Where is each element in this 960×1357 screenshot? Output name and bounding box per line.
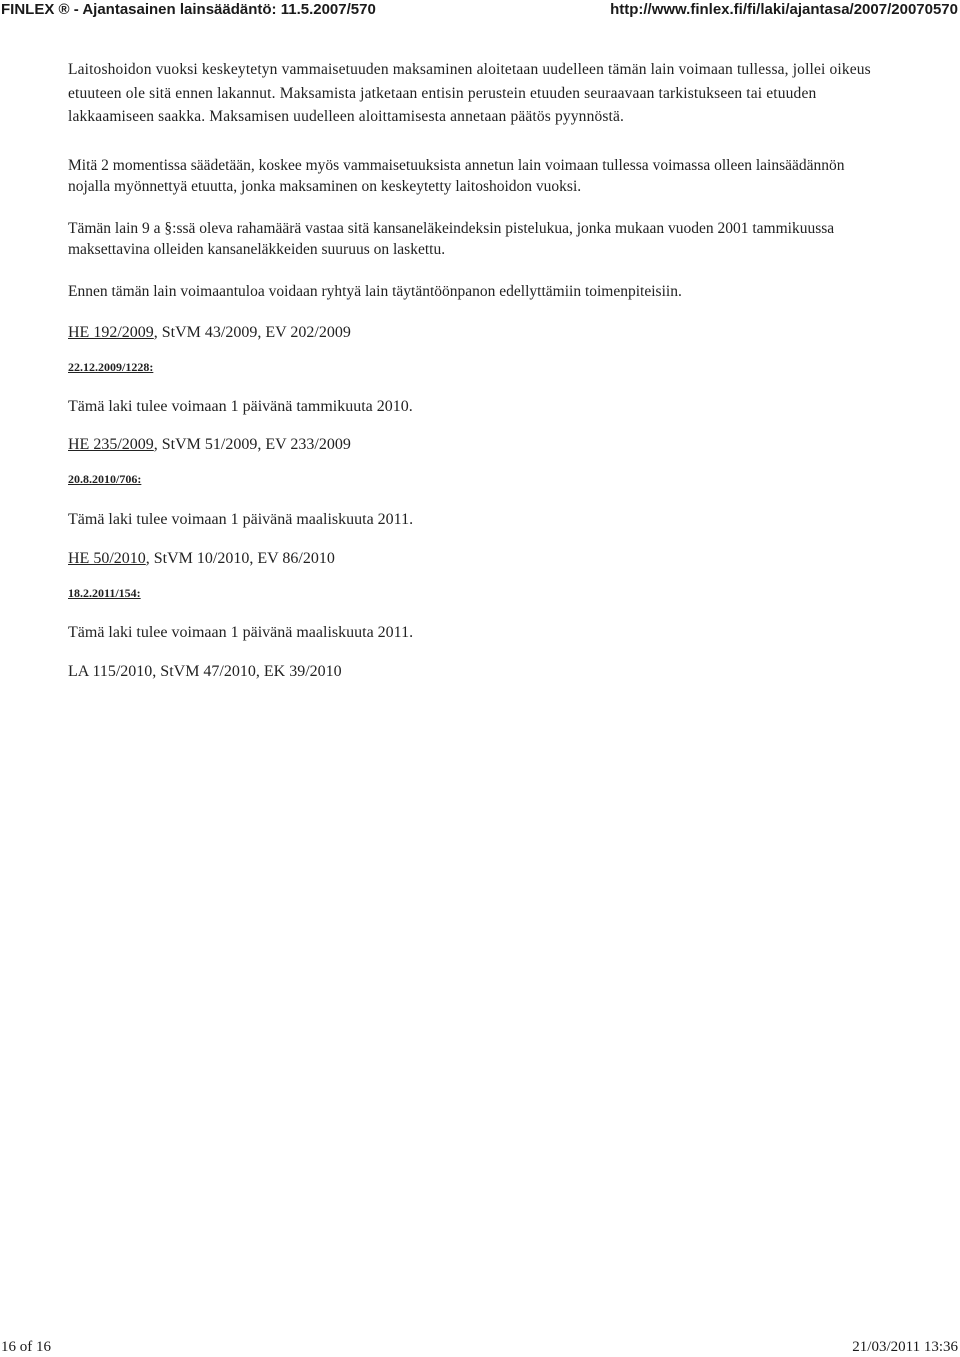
document-url: http://www.finlex.fi/fi/laki/ajantasa/2007/20070570 bbox=[610, 1, 958, 18]
reference-rest: , StVM 10/2010, EV 86/2010 bbox=[145, 550, 335, 567]
amendment-date-text: 22.12.2009/1228: bbox=[68, 360, 154, 374]
page-header bbox=[0, 0, 960, 22]
amendment-date-text: 18.2.2011/154: bbox=[68, 586, 141, 600]
amendment-date-text: 20.8.2010/706: bbox=[68, 472, 142, 486]
reference-line bbox=[68, 323, 888, 343]
reference-link[interactable]: HE 235/2009 bbox=[68, 436, 154, 453]
paragraph-implementation: Ennen tämän lain voimaantuloa voidaan ryhtyä lain täytäntöönpanon edellyttämiin toimenpiteisiin. bbox=[68, 282, 682, 300]
amendment-date bbox=[68, 360, 888, 374]
amendment-text: Tämä laki tulee voimaan 1 päivänä maaliskuuta 2011. bbox=[68, 624, 414, 641]
amendment-text: Tämä laki tulee voimaan 1 päivänä tammikuuta 2010. bbox=[68, 398, 413, 415]
reference-link[interactable]: HE 50/2010 bbox=[68, 550, 146, 567]
document-title: FINLEX ® - Ajantasainen lainsäädäntö: 11.5.2007/570 bbox=[1, 1, 376, 18]
paragraph-amount: Tämän lain 9 a §:ssä oleva rahamäärä vastaa sitä kansaneläkeindeksin pistelukua, jonka mukaan vuoden 2001 tammikuussa maksettavina olleiden kansaneläkkeiden suuruus on laskettu. bbox=[68, 219, 835, 258]
reference-rest: , StVM 43/2009, EV 202/2009 bbox=[153, 324, 351, 341]
paragraph-moment-2: Mitä 2 momentissa säädetään, koskee myös vammaisetuuksista annetun lain voimaan tullessa voimassa olleen lainsäädännön nojalla myönnettyä etuutta, jonka maksaminen on keskeytetty laitoshoidon vuoksi. bbox=[68, 156, 845, 195]
reference-line bbox=[68, 435, 888, 455]
law-text bbox=[68, 58, 888, 682]
reference-line: LA 115/2010, StVM 47/2010, EK 39/2010 bbox=[68, 663, 342, 680]
amendment-date bbox=[68, 472, 888, 486]
page-number: 16 of 16 bbox=[1, 1339, 51, 1355]
amendment-text: Tämä laki tulee voimaan 1 päivänä maaliskuuta 2011. bbox=[68, 511, 414, 528]
reference-line bbox=[68, 549, 888, 569]
reference-rest: , StVM 51/2009, EV 233/2009 bbox=[153, 436, 351, 453]
paragraph-restart-payment: Laitoshoidon vuoksi keskeytetyn vammaisetuuden maksaminen aloitetaan uudelleen tämän lain voimaan tullessa, jollei oikeus etuuteen ole sitä ennen lakannut. Maksamista jatketaan entisin perustein etuuden seuraavaan tarkistukseen tai etuuden lakkaamiseen saakka. Maksamisen uudelleen aloittamisesta annetaan päätös pyynnöstä. bbox=[68, 61, 871, 125]
amendment-date bbox=[68, 586, 888, 600]
reference-link[interactable]: HE 192/2009 bbox=[68, 324, 154, 341]
print-timestamp: 21/03/2011 13:36 bbox=[852, 1339, 958, 1355]
page-footer bbox=[0, 1338, 960, 1356]
